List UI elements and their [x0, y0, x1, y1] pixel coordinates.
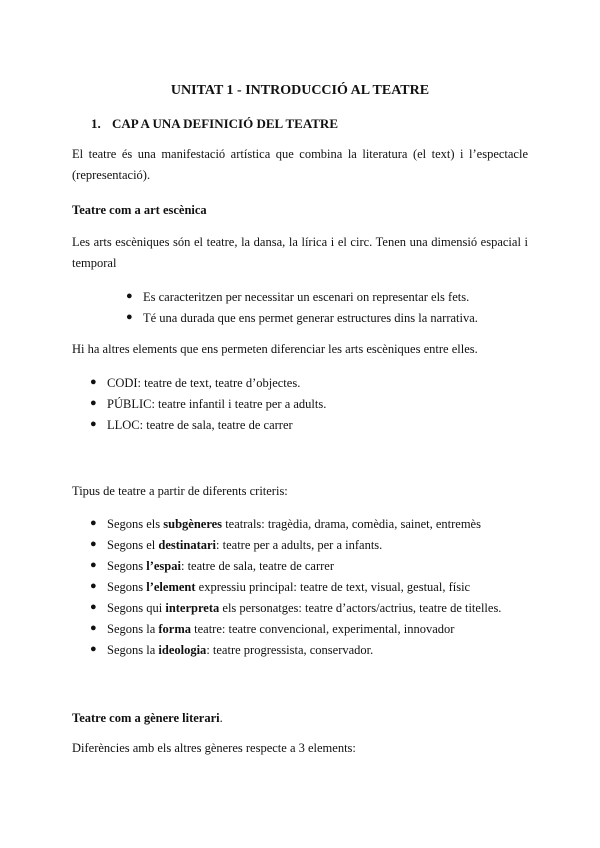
bullet-icon: ●	[90, 559, 97, 571]
types-intro: Tipus de teatre a partir de diferents criteris:	[72, 484, 288, 498]
bullet-icon: ●	[90, 643, 97, 655]
bullet-icon: ●	[90, 418, 97, 430]
document-title: UNITAT 1 - INTRODUCCIÓ AL TEATRE	[170, 83, 430, 98]
section-number: 1.	[91, 116, 101, 131]
bullet-icon: ●	[90, 397, 97, 409]
bullet-icon: ●	[126, 290, 133, 302]
bullet-icon: ●	[90, 601, 97, 613]
elements-intro: Hi ha altres elements que ens permeten diferenciar les arts escèniques entre elles.	[72, 342, 478, 356]
bullet-icon: ●	[90, 622, 97, 634]
arts-paragraph: Les arts escèniques són el teatre, la dansa, la lírica i el circ. Tenen una dimensió espacial i temporal	[72, 235, 528, 270]
section-title: CAP A UNA DEFINICIÓ DEL TEATRE	[112, 116, 338, 131]
bullet-icon: ●	[90, 538, 97, 550]
document-page: UNITAT 1 - INTRODUCCIÓ AL TEATRE 1. CAP A UNA DEFINICIÓ DEL TEATRE El teatre és una manifestació artística que combina la literatura (el text) i l’espectacle (representació). Teatre com a art escènica Les arts escèniques són el teatre, la dansa, la lírica i el circ. Tenen una dimensió espacial i temporal ● Es caracteritzen per necessitar un escenari on representar els fets. ● Té una durada que ens permet generar estructures dins la narrativa. Hi ha altres elements que ens permeten diferenciar les arts escèniques entre elles. ● CODI: teatre de text, teatre d’objectes. ● PÚBLIC: teatre infantil i teatre per a adults. ● LLOC: teatre de sala, teatre de carrer Tipus de teatre a partir de diferents criteris: ● Segons els subgèneres teatrals: tragèdia, drama, comèdia, sainet, entremès ● Segons el destinatari: teatre per a adults, per a infants. ● Segons l’espai: teatre de sala, teatre de carrer ● Segons l’element expressiu principal: teatre de text, visual, gestual, físic ● Segons qui interpreta els personatges: teatre d’actors/actrius, teatre de titelles. ● Segons la forma teatre: teatre convencional, experimental, innovador ● Segons la ideologia: teatre progressista, conservador. Teatre com a gènere literari. Diferències amb els altres gèneres respecte a 3 elements:	[0, 0, 600, 848]
subsection-heading-art: Teatre com a art escènica	[72, 203, 207, 217]
bullet-icon: ●	[90, 580, 97, 592]
bullet-icon: ●	[126, 311, 133, 323]
subsection-heading-literary: Teatre com a gènere literari.	[72, 711, 223, 725]
literary-paragraph: Diferències amb els altres gèneres respecte a 3 elements:	[72, 741, 356, 755]
bullet-icon: ●	[90, 376, 97, 388]
bullet-icon: ●	[90, 517, 97, 529]
intro-paragraph: El teatre és una manifestació artística que combina la literatura (el text) i l’espectacle (representació).	[72, 147, 528, 182]
